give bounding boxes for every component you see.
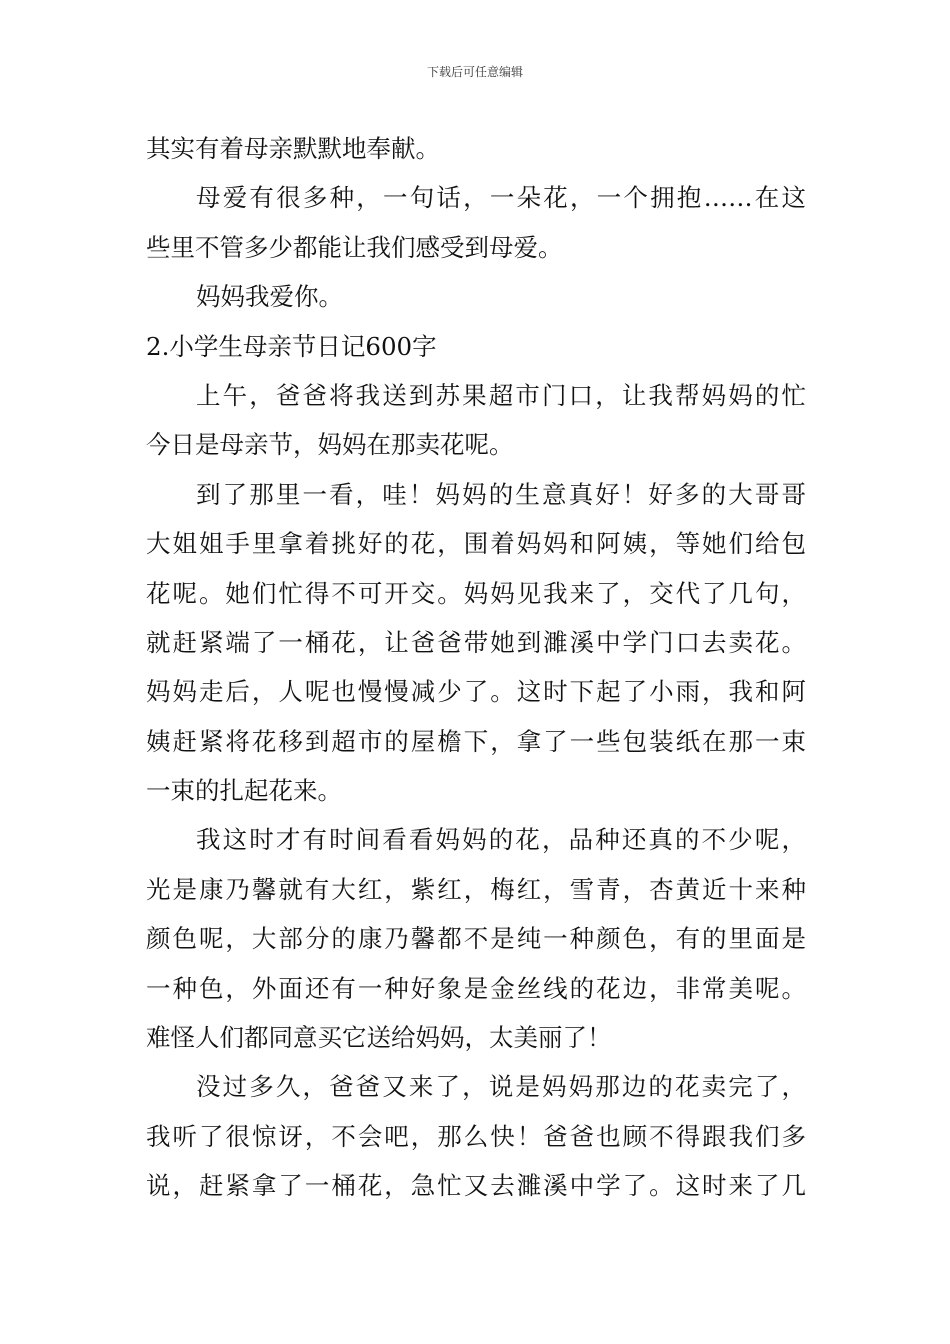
text-line: 妈妈我爱你。 [196, 282, 343, 312]
text-line: 花呢。她们忙得不可开交。妈妈见我来了，交代了几句， [146, 578, 806, 608]
text-line: 颜色呢，大部分的康乃馨都不是纯一种颜色，有的里面是 [146, 924, 806, 954]
text-line: 一束的扎起花来。 [146, 776, 342, 806]
text-line: 母爱有很多种，一句话，一朵花，一个拥抱……在这 [196, 183, 806, 213]
text-line: 妈妈走后，人呢也慢慢减少了。这时下起了小雨，我和阿 [146, 677, 806, 707]
text-line: 一种色，外面还有一种好象是金丝线的花边，非常美呢。 [146, 973, 806, 1003]
text-line: 说，赶紧拿了一桶花，急忙又去濉溪中学了。这时来了几 [146, 1171, 806, 1201]
text-line: 上午，爸爸将我送到苏果超市门口，让我帮妈妈的忙 [196, 380, 806, 410]
text-line: 就赶紧端了一桶花，让爸爸带她到濉溪中学门口去卖花。 [146, 627, 806, 657]
text-line: 光是康乃馨就有大红，紫红，梅红，雪青，杏黄近十来种 [146, 874, 806, 904]
text-line: 没过多久，爸爸又来了，说是妈妈那边的花卖完了， [196, 1072, 806, 1102]
text-line: 姨赶紧将花移到超市的屋檐下，拿了一些包装纸在那一束 [146, 726, 806, 756]
text-line: 我这时才有时间看看妈妈的花，品种还真的不少呢， [196, 825, 806, 855]
page-header: 下载后可任意编辑 [426, 65, 523, 79]
text-line: 些里不管多少都能让我们感受到母爱。 [146, 232, 563, 262]
text-line: 难怪人们都同意买它送给妈妈，太美丽了！ [146, 1023, 612, 1053]
section-heading: 2.小学生母亲节日记600字 [146, 331, 437, 361]
text-line: 大姐姐手里拿着挑好的花，围着妈妈和阿姨，等她们给包 [146, 529, 806, 559]
text-line: 我听了很惊讶，不会吧，那么快！爸爸也顾不得跟我们多 [146, 1121, 806, 1151]
document-body [146, 124, 806, 1211]
text-line: 今日是母亲节，妈妈在那卖花呢。 [146, 430, 514, 460]
text-line: 其实有着母亲默默地奉献。 [146, 134, 440, 163]
text-line: 到了那里一看，哇！妈妈的生意真好！好多的大哥哥 [196, 479, 806, 509]
